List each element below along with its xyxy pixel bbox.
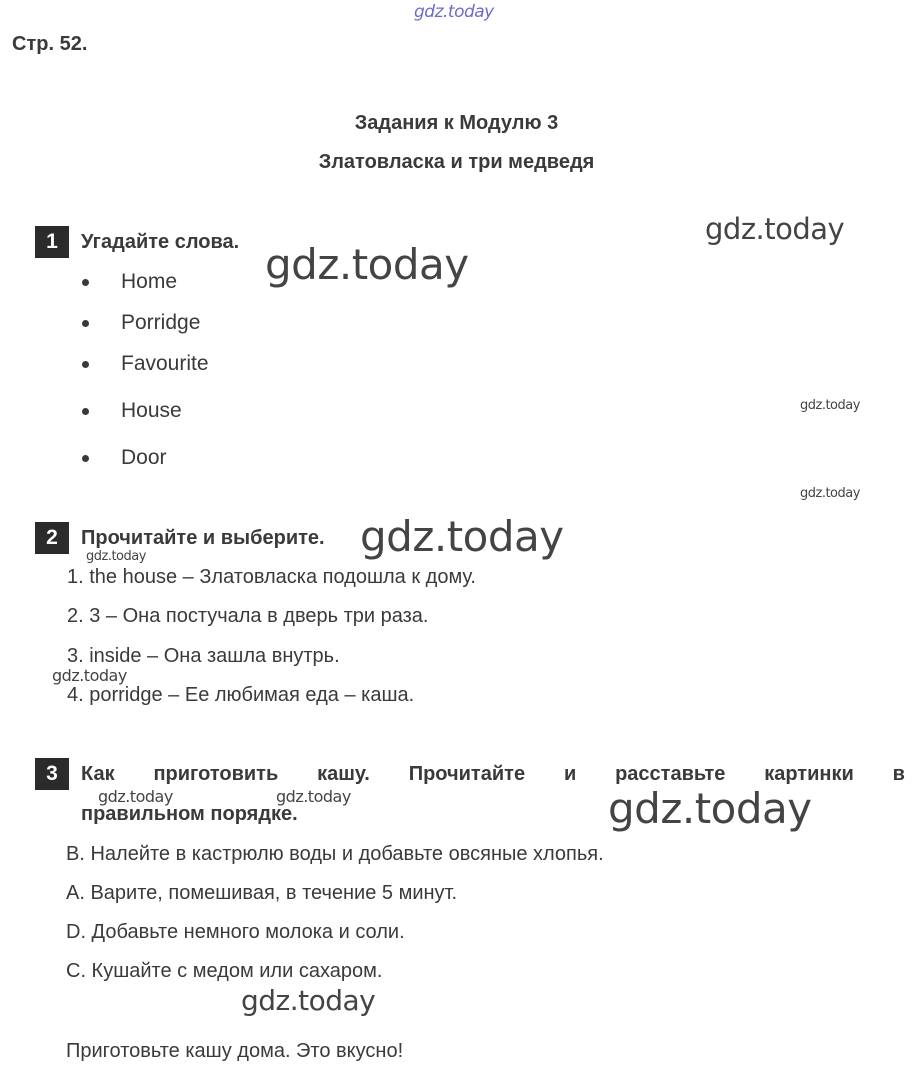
watermark: gdz.today (608, 784, 812, 833)
heading-word: и (563, 763, 577, 785)
footer-note: Приготовьте кашу дома. Это вкусно! (66, 1040, 404, 1062)
watermark: gdz.today (414, 2, 494, 22)
watermark: gdz.today (800, 398, 860, 413)
watermark: gdz.today (265, 240, 469, 289)
list-item: Door (121, 446, 167, 469)
list-item: Favourite (121, 352, 209, 375)
task-number-badge: 1 (35, 226, 69, 258)
bullet (82, 320, 89, 327)
page-title: Задания к Модулю 3 (354, 112, 559, 134)
answer-line: 1. the house – Златовласка подошла к дому. (67, 566, 476, 588)
watermark: gdz.today (241, 984, 376, 1017)
watermark: gdz.today (86, 549, 146, 564)
heading-word: картинки (764, 763, 854, 785)
list-item: Home (121, 270, 178, 293)
heading-word: Прочитайте (408, 763, 526, 785)
step-line: C. Кушайте с медом или сахаром. (66, 960, 383, 982)
heading-word: в (892, 763, 905, 785)
watermark: gdz.today (360, 512, 564, 561)
list-item: Porridge (121, 311, 201, 334)
watermark: gdz.today (276, 787, 351, 806)
heading-word: кашу. (317, 763, 370, 785)
bullet (82, 279, 89, 286)
task-number-badge: 2 (35, 522, 69, 554)
task-number-badge: 3 (35, 758, 69, 790)
task3-heading (81, 763, 905, 786)
page-subtitle: Златовласка и три медведя (318, 151, 595, 173)
heading-word: Как (81, 763, 115, 785)
watermark: gdz.today (800, 486, 860, 501)
step-line: D. Добавьте немного молока и соли. (66, 921, 405, 943)
task2-heading: Прочитайте и выберите. (81, 527, 325, 549)
task1-heading: Угадайте слова. (81, 231, 240, 253)
heading-word: расставьте (615, 763, 726, 785)
bullet (82, 455, 89, 462)
heading-word: приготовить (153, 763, 279, 785)
watermark: gdz.today (705, 212, 845, 246)
step-line: A. Варите, помешивая, в течение 5 минут. (66, 882, 458, 904)
page-reference: Стр. 52. (12, 33, 88, 55)
task3-heading-line2: правильном порядке. (81, 803, 298, 825)
answer-line: 3. inside – Она зашла внутрь. (67, 645, 340, 667)
answer-line: 4. porridge – Ее любимая еда – каша. (67, 684, 415, 706)
list-item: House (121, 399, 182, 422)
answer-line: 2. 3 – Она постучала в дверь три раза. (67, 605, 429, 627)
watermark: gdz.today (98, 787, 173, 806)
bullet (82, 361, 89, 368)
step-line: B. Налейте в кастрюлю воды и добавьте овсяные хлопья. (66, 843, 604, 865)
watermark: gdz.today (52, 666, 127, 685)
bullet (82, 408, 89, 415)
